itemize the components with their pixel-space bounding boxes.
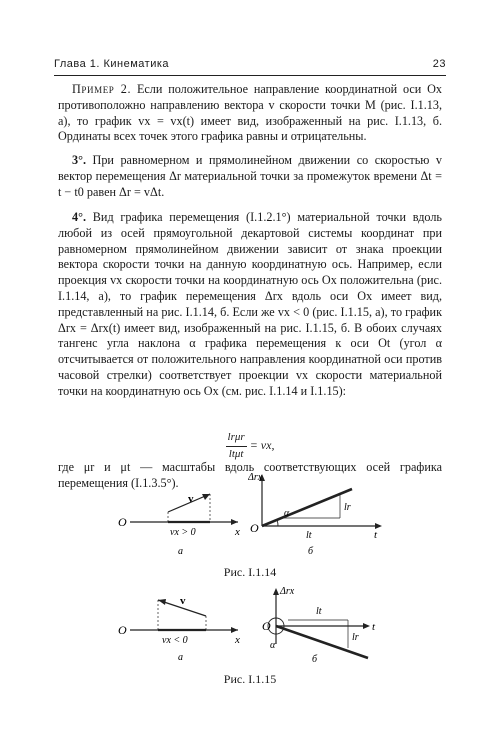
sublabel: а: [178, 546, 183, 557]
condition-label: vx > 0: [170, 527, 196, 538]
displacement-line: [262, 489, 352, 526]
origin-label: O: [262, 619, 271, 633]
section-3-label: 3°.: [72, 153, 87, 167]
header-rule: [54, 75, 446, 76]
paragraph-example-2: [58, 82, 442, 145]
page-number: 23: [432, 58, 446, 70]
section-4-label: 4°.: [72, 210, 87, 224]
sublabel: а: [178, 652, 183, 663]
t-axis-arrow: [363, 623, 370, 629]
section-3-text: При равномерном и прямолинейном движении со скоростью v вектор перемещения Δr материальной точки за промежуток времени Δt = t − t0 равен Δr = vΔt.: [58, 153, 442, 199]
sublabel: б: [312, 654, 318, 665]
origin-label: O: [118, 515, 127, 529]
section-4-text: Вид графика перемещения (I.1.2.1°) материальной точки вдоль любой из осей прямоугольной декартовой системы координат при равномерном прямолинейном движении зависит от знака проекции вектора скорости точки на данную координатную ось. Например, если проекция vx скорости точки на координатную ось Ox положительна (рис. I.1.14, a), то график перемещения Δrx вдоль оси Ox имеет вид, представленный на рис. I.1.14, б. Если же vx < 0 (рис. I.1.15, a), то график Δrx = Δrx(t) имеет вид, изображенный на рис. I.1.15, б. В обоих случаях тангенс угла наклона α графика перемещения к оси Ot (угол α отсчитывается от положительного направления координатной оси против часовой стрелки) соответствует проекции vx скорости материальной точки на координатную ось Ox (см. рис. I.1.14 и I.1.15):: [58, 210, 442, 398]
figure-15b: [248, 582, 388, 670]
y-axis-arrow: [273, 588, 279, 595]
angle-arc: [277, 520, 278, 526]
lr-label: lr: [344, 502, 351, 513]
running-header: [54, 58, 446, 72]
condition-label: vx < 0: [162, 635, 188, 646]
scales-text: где μr и μt — масштабы вдоль соответствующих осей графика перемещения (I.1.3.5°).: [58, 460, 442, 490]
paragraph-4: [58, 210, 442, 400]
vector-label: v: [180, 595, 186, 607]
figure-14a: [118, 480, 248, 560]
angle-label: α: [270, 640, 276, 651]
axis-label: x: [235, 526, 240, 538]
figure-14b: [248, 470, 388, 562]
formula-denominator: ltμt: [228, 447, 244, 460]
figure-15-caption: Рис. I.1.15: [223, 672, 277, 686]
figure-14-caption: Рис. I.1.14: [223, 565, 277, 579]
origin-label: O: [250, 521, 259, 535]
figure-15a: [118, 592, 248, 664]
lt-label: lt: [306, 530, 312, 541]
x-axis-arrow: [231, 627, 238, 633]
lt-label: lt: [316, 606, 322, 617]
x-axis-arrow: [231, 519, 238, 525]
t-axis-label: t: [372, 621, 376, 633]
formula-rhs: = vx,: [249, 438, 275, 453]
velocity-arrowhead: [158, 599, 166, 605]
formula-numerator: lrμr: [226, 430, 247, 447]
sublabel: б: [308, 546, 314, 557]
formula-block: [58, 428, 442, 458]
paragraph-3: [58, 153, 442, 200]
formula: [58, 430, 442, 463]
angle-label: α: [284, 508, 290, 519]
vector-label: v: [188, 493, 194, 505]
axis-label: x: [235, 634, 240, 646]
example-label: Пример 2.: [72, 82, 132, 96]
formula-fraction: [226, 430, 247, 463]
y-axis-label: Δrx: [280, 586, 295, 597]
example-text: Если положительное направление координатной оси Ox противоположно направлению вектора v скорости точки M (рис. I.1.13, a), то график vx = vx(t) имеет вид, изображенный на рис. I.1.13, б. Ординаты всех точек этого графика равны и отрицательны.: [58, 82, 442, 144]
t-axis-label: t: [374, 529, 378, 541]
chapter-title: Глава 1. Кинематика: [54, 58, 170, 70]
lr-label: lr: [352, 632, 359, 643]
y-axis-label: Δrx: [248, 472, 263, 483]
origin-label: O: [118, 623, 127, 637]
